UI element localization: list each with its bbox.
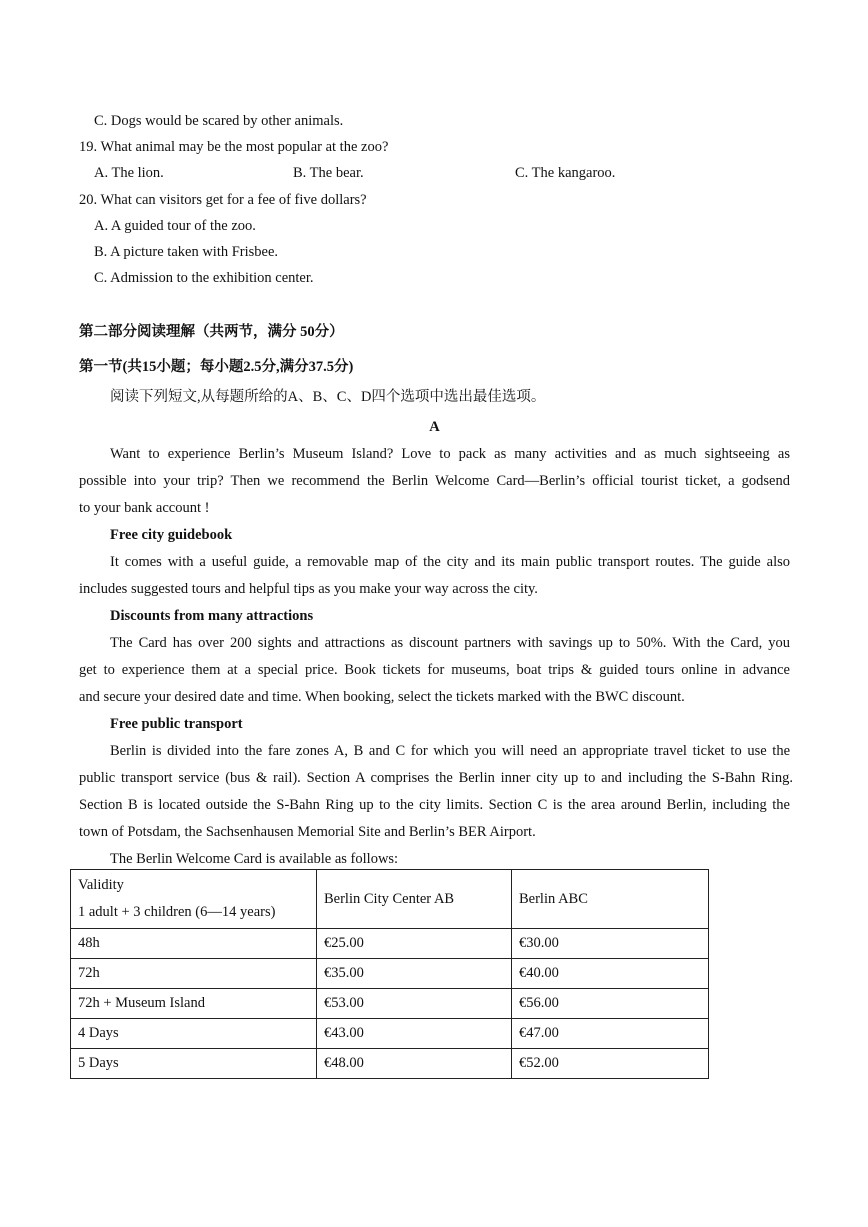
- guidebook-heading: Free city guidebook: [110, 527, 233, 543]
- price-table-header: [71, 870, 709, 929]
- transport-line-4: town of Potsdam, the Sachsenhausen Memorial Site and Berlin’s BER Airport.: [79, 824, 536, 840]
- passage-label: A: [429, 419, 440, 435]
- row-price-abc: €30.00: [512, 929, 709, 959]
- subsection-title: 第一节(共15小题；每小题2.5分,满分37.5分): [79, 359, 354, 375]
- row-validity: 72h + Museum Island: [71, 989, 317, 1019]
- transport-line-3: Section B is located outside the S-Bahn Ring up to the city limits. Section C is the area around Berlin, including the: [79, 797, 790, 813]
- table-row: [71, 959, 709, 989]
- table-intro: The Berlin Welcome Card is available as follows:: [110, 851, 399, 867]
- row-validity: 5 Days: [71, 1049, 317, 1079]
- row-price-ab: €25.00: [317, 929, 512, 959]
- table-row: [71, 1019, 709, 1049]
- q18-option-c: C. Dogs would be scared by other animals.: [94, 113, 344, 129]
- row-validity: 4 Days: [71, 1019, 317, 1049]
- q20-stem: 20. What can visitors get for a fee of five dollars?: [79, 192, 367, 208]
- q20-option-b: B. A picture taken with Frisbee.: [94, 244, 279, 260]
- row-price-abc: €47.00: [512, 1019, 709, 1049]
- discounts-line-1: The Card has over 200 sights and attractions as discount partners with savings up to 50%. With the Card, you: [110, 635, 790, 651]
- discounts-line-2: get to experience them at a special price. Book tickets for museums, boat trips & guided tours online in advance: [79, 662, 790, 678]
- row-price-ab: €35.00: [317, 959, 512, 989]
- header-validity-note: 1 adult + 3 children (6—14 years): [78, 904, 276, 920]
- transport-line-2: public transport service (bus & rail). Section A comprises the Berlin inner city up to and including the S-Bahn Ring.: [79, 770, 793, 786]
- intro-line-3: to your bank account !: [79, 500, 210, 516]
- row-validity: 72h: [71, 959, 317, 989]
- q20-option-c: C. Admission to the exhibition center.: [94, 270, 314, 286]
- part-title: 第二部分阅读理解（共两节，满分 50分）: [79, 324, 344, 340]
- q19-option-a: A. The lion.: [94, 165, 164, 181]
- q19-option-b: B. The bear.: [293, 165, 364, 181]
- row-price-abc: €56.00: [512, 989, 709, 1019]
- guidebook-line-2: includes suggested tours and helpful tips as you make your way across the city.: [79, 581, 538, 597]
- transport-heading: Free public transport: [110, 716, 243, 732]
- discounts-line-3: and secure your desired date and time. When booking, select the tickets marked with the BWC discount.: [79, 689, 685, 705]
- header-validity-cell: [71, 870, 317, 929]
- row-price-ab: €43.00: [317, 1019, 512, 1049]
- row-validity: 48h: [71, 929, 317, 959]
- row-price-abc: €40.00: [512, 959, 709, 989]
- guidebook-line-1: It comes with a useful guide, a removable map of the city and its main public transport routes. The guide also: [110, 554, 790, 570]
- instruction: 阅读下列短文,从每题所给的A、B、C、D四个选项中选出最佳选项。: [110, 389, 546, 405]
- header-col-ab: Berlin City Center AB: [317, 870, 512, 929]
- q20-option-a: A. A guided tour of the zoo.: [94, 218, 256, 234]
- transport-line-1: Berlin is divided into the fare zones A, B and C for which you will need an appropriate travel ticket to use the: [110, 743, 790, 759]
- header-col-abc: Berlin ABC: [512, 870, 709, 929]
- discounts-heading: Discounts from many attractions: [110, 608, 314, 624]
- price-table: [70, 869, 709, 1079]
- q19-stem: 19. What animal may be the most popular at the zoo?: [79, 139, 389, 155]
- row-price-abc: €52.00: [512, 1049, 709, 1079]
- header-validity: Validity: [78, 877, 124, 893]
- row-price-ab: €48.00: [317, 1049, 512, 1079]
- intro-line-1: Want to experience Berlin’s Museum Island? Love to pack as many activities and as much sightseeing as: [110, 446, 790, 462]
- table-row: [71, 1049, 709, 1079]
- intro-line-2: possible into your trip? Then we recommend the Berlin Welcome Card—Berlin’s official tourist ticket, a godsend: [79, 473, 790, 489]
- q19-option-c: C. The kangaroo.: [515, 165, 616, 181]
- table-row: [71, 989, 709, 1019]
- row-price-ab: €53.00: [317, 989, 512, 1019]
- table-row: [71, 929, 709, 959]
